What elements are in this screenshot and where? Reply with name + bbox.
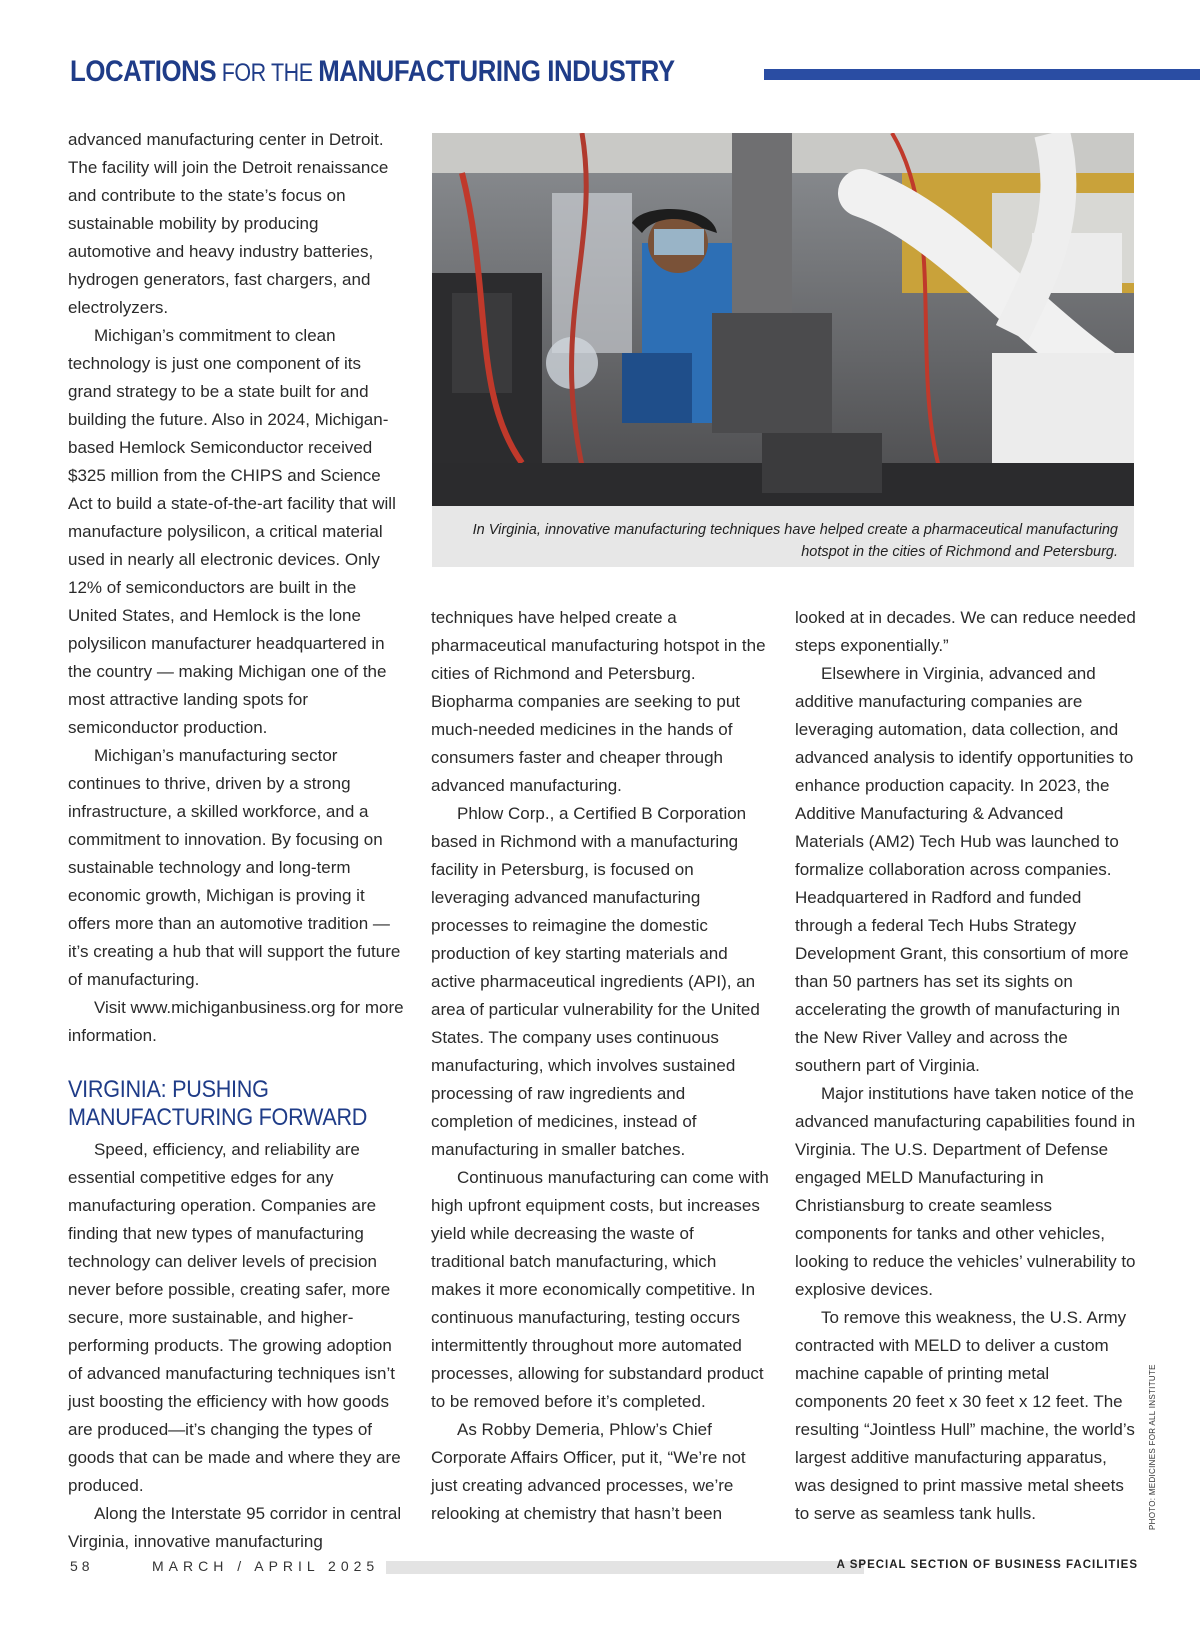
paragraph: Michigan’s commitment to clean technology is just one component of its grand strategy to be a state built for and building the future. Also in 2024, Michigan-based Hemlock Semiconductor received $325 million from the CHIPS and Science Act to build a state-of-the-art facility that will manufacture polysilicon, a critical material used in nearly all electronic devices. Only 12% of semiconductors are built in the United States, and Hemlock is the lone polysilicon manufacturer headquartered in the country — making Michigan one of the most attractive landing spots for semiconductor production. [68, 326, 396, 737]
photo-image [432, 133, 1134, 506]
column-3 [795, 604, 1137, 1528]
paragraph: Michigan’s manufacturing sector continues to thrive, driven by a strong infrastructure, a skilled workforce, and a commitment to innovation. By focusing on sustainable technology and long-term economic growth, Michigan is proving it offers more than an automotive tradition — it’s creating a hub that will support the future of manufacturing. [68, 746, 401, 989]
title-word-for-the: FOR THE [216, 59, 319, 87]
page-number: 58 [70, 1558, 94, 1574]
photo-caption: In Virginia, innovative manufacturing techniques have helped create a pharmaceutical manufacturing hotspot in the cities of Richmond and Petersburg. [472, 522, 1118, 560]
paragraph: Speed, efficiency, and reliability are essential competitive edges for any manufacturing operation. Companies are finding that new types of manufacturing technology can deliver levels of precision never before possible, creating safer, more secure, more sustainable, and higher-performing products. The growing adoption of advanced manufacturing techniques isn’t just boosting the efficiency with how goods are produced—it’s changing the types of goods that can be made and where they are produced. [68, 1140, 401, 1495]
title-word-manufacturing-industry: MANUFACTURING INDUSTRY [318, 55, 675, 88]
paragraph: Phlow Corp., a Certified B Corporation based in Richmond with a manufacturing facility in Petersburg, is focused on leveraging advanced manufacturing processes to reimagine the domestic production of key starting materials and active pharmaceutical ingredients (API), an area of particular vulnerability for the United States. The company uses continuous manufacturing, which involves sustained processing of raw ingredients and completion of medicines, instead of manufacturing in smaller batches. [431, 804, 760, 1159]
paragraph: looked at in decades. We can reduce needed steps exponentially.” [795, 608, 1136, 655]
lab-photo [432, 133, 1134, 567]
paragraph: techniques have helped create a pharmaceutical manufacturing hotspot in the cities of Richmond and Petersburg. Biopharma companies are seeking to put much-needed medicines in the hands of consumers faster and cheaper through advanced manufacturing. [431, 608, 766, 795]
paragraph: Elsewhere in Virginia, advanced and additive manufacturing companies are leveraging automation, data collection, and advanced analysis to identify opportunities to enhance production capacity. In 2023, the Additive Manufacturing & Advanced Materials (AM2) Tech Hub was launched to formalize collaboration across companies. Headquartered in Radford and funded through a federal Tech Hubs Strategy Development Grant, this consortium of more than 50 partners has set its sights on accelerating the growth of manufacturing in the New River Valley and across the southern part of Virginia. [795, 664, 1134, 1075]
page-header [70, 52, 1200, 92]
header-rule [764, 69, 1200, 80]
publication-section: A SPECIAL SECTION OF BUSINESS FACILITIES [836, 1559, 1138, 1571]
column-2 [431, 604, 769, 1528]
photo-credit: PHOTO: MEDICINES FOR ALL INSTITUTE [1148, 1364, 1157, 1530]
page-footer [70, 1558, 1138, 1578]
column-1 [68, 126, 406, 1556]
paragraph: To remove this weakness, the U.S. Army contracted with MELD to deliver a custom machine capable of printing metal components 20 feet x 30 feet x 12 feet. The resulting “Jointless Hull” machine, the world’s largest additive manufacturing apparatus, was designed to print massive metal sheets to serve as seamless tank hulls. [795, 1308, 1135, 1523]
lab-scene-illustration [432, 133, 1134, 506]
title-word-locations: LOCATIONS [70, 55, 217, 88]
photo-credit-wrap [1148, 1364, 1160, 1530]
paragraph: advanced manufacturing center in Detroit. The facility will join the Detroit renaissance and contribute to the state’s focus on sustainable mobility by producing automotive and heavy industry batteries, hydrogen generators, fast chargers, and electrolyzers. [68, 130, 389, 317]
paragraph: As Robby Demeria, Phlow’s Chief Corporate Affairs Officer, put it, “We’re not just creating advanced processes, we’re relooking at chemistry that hasn’t been [431, 1420, 746, 1523]
footer-rule [386, 1561, 864, 1574]
issue-date: MARCH / APRIL 2025 [152, 1558, 380, 1574]
section-heading: VIRGINIA: PUSHING MANUFACTURING FORWARD [68, 1076, 368, 1131]
paragraph: Continuous manufacturing can come with high upfront equipment costs, but increases yield while decreasing the waste of traditional batch manufacturing, which makes it more economically competitive. In continuous manufacturing, testing occurs intermittently throughout more automated processes, allowing for substandard product to be removed before it’s completed. [431, 1168, 769, 1411]
paragraph: Along the Interstate 95 corridor in central Virginia, innovative manufacturing [68, 1504, 402, 1551]
paragraph: Visit www.michiganbusiness.org for more information. [68, 998, 404, 1045]
paragraph: Major institutions have taken notice of the advanced manufacturing capabilities found in Virginia. The U.S. Department of Defense engaged MELD Manufacturing in Christiansburg to create seamless components for tanks and other vehicles, looking to reduce the vehicles’ vulnerability to explosive devices. [795, 1084, 1136, 1299]
section-title [70, 55, 675, 89]
